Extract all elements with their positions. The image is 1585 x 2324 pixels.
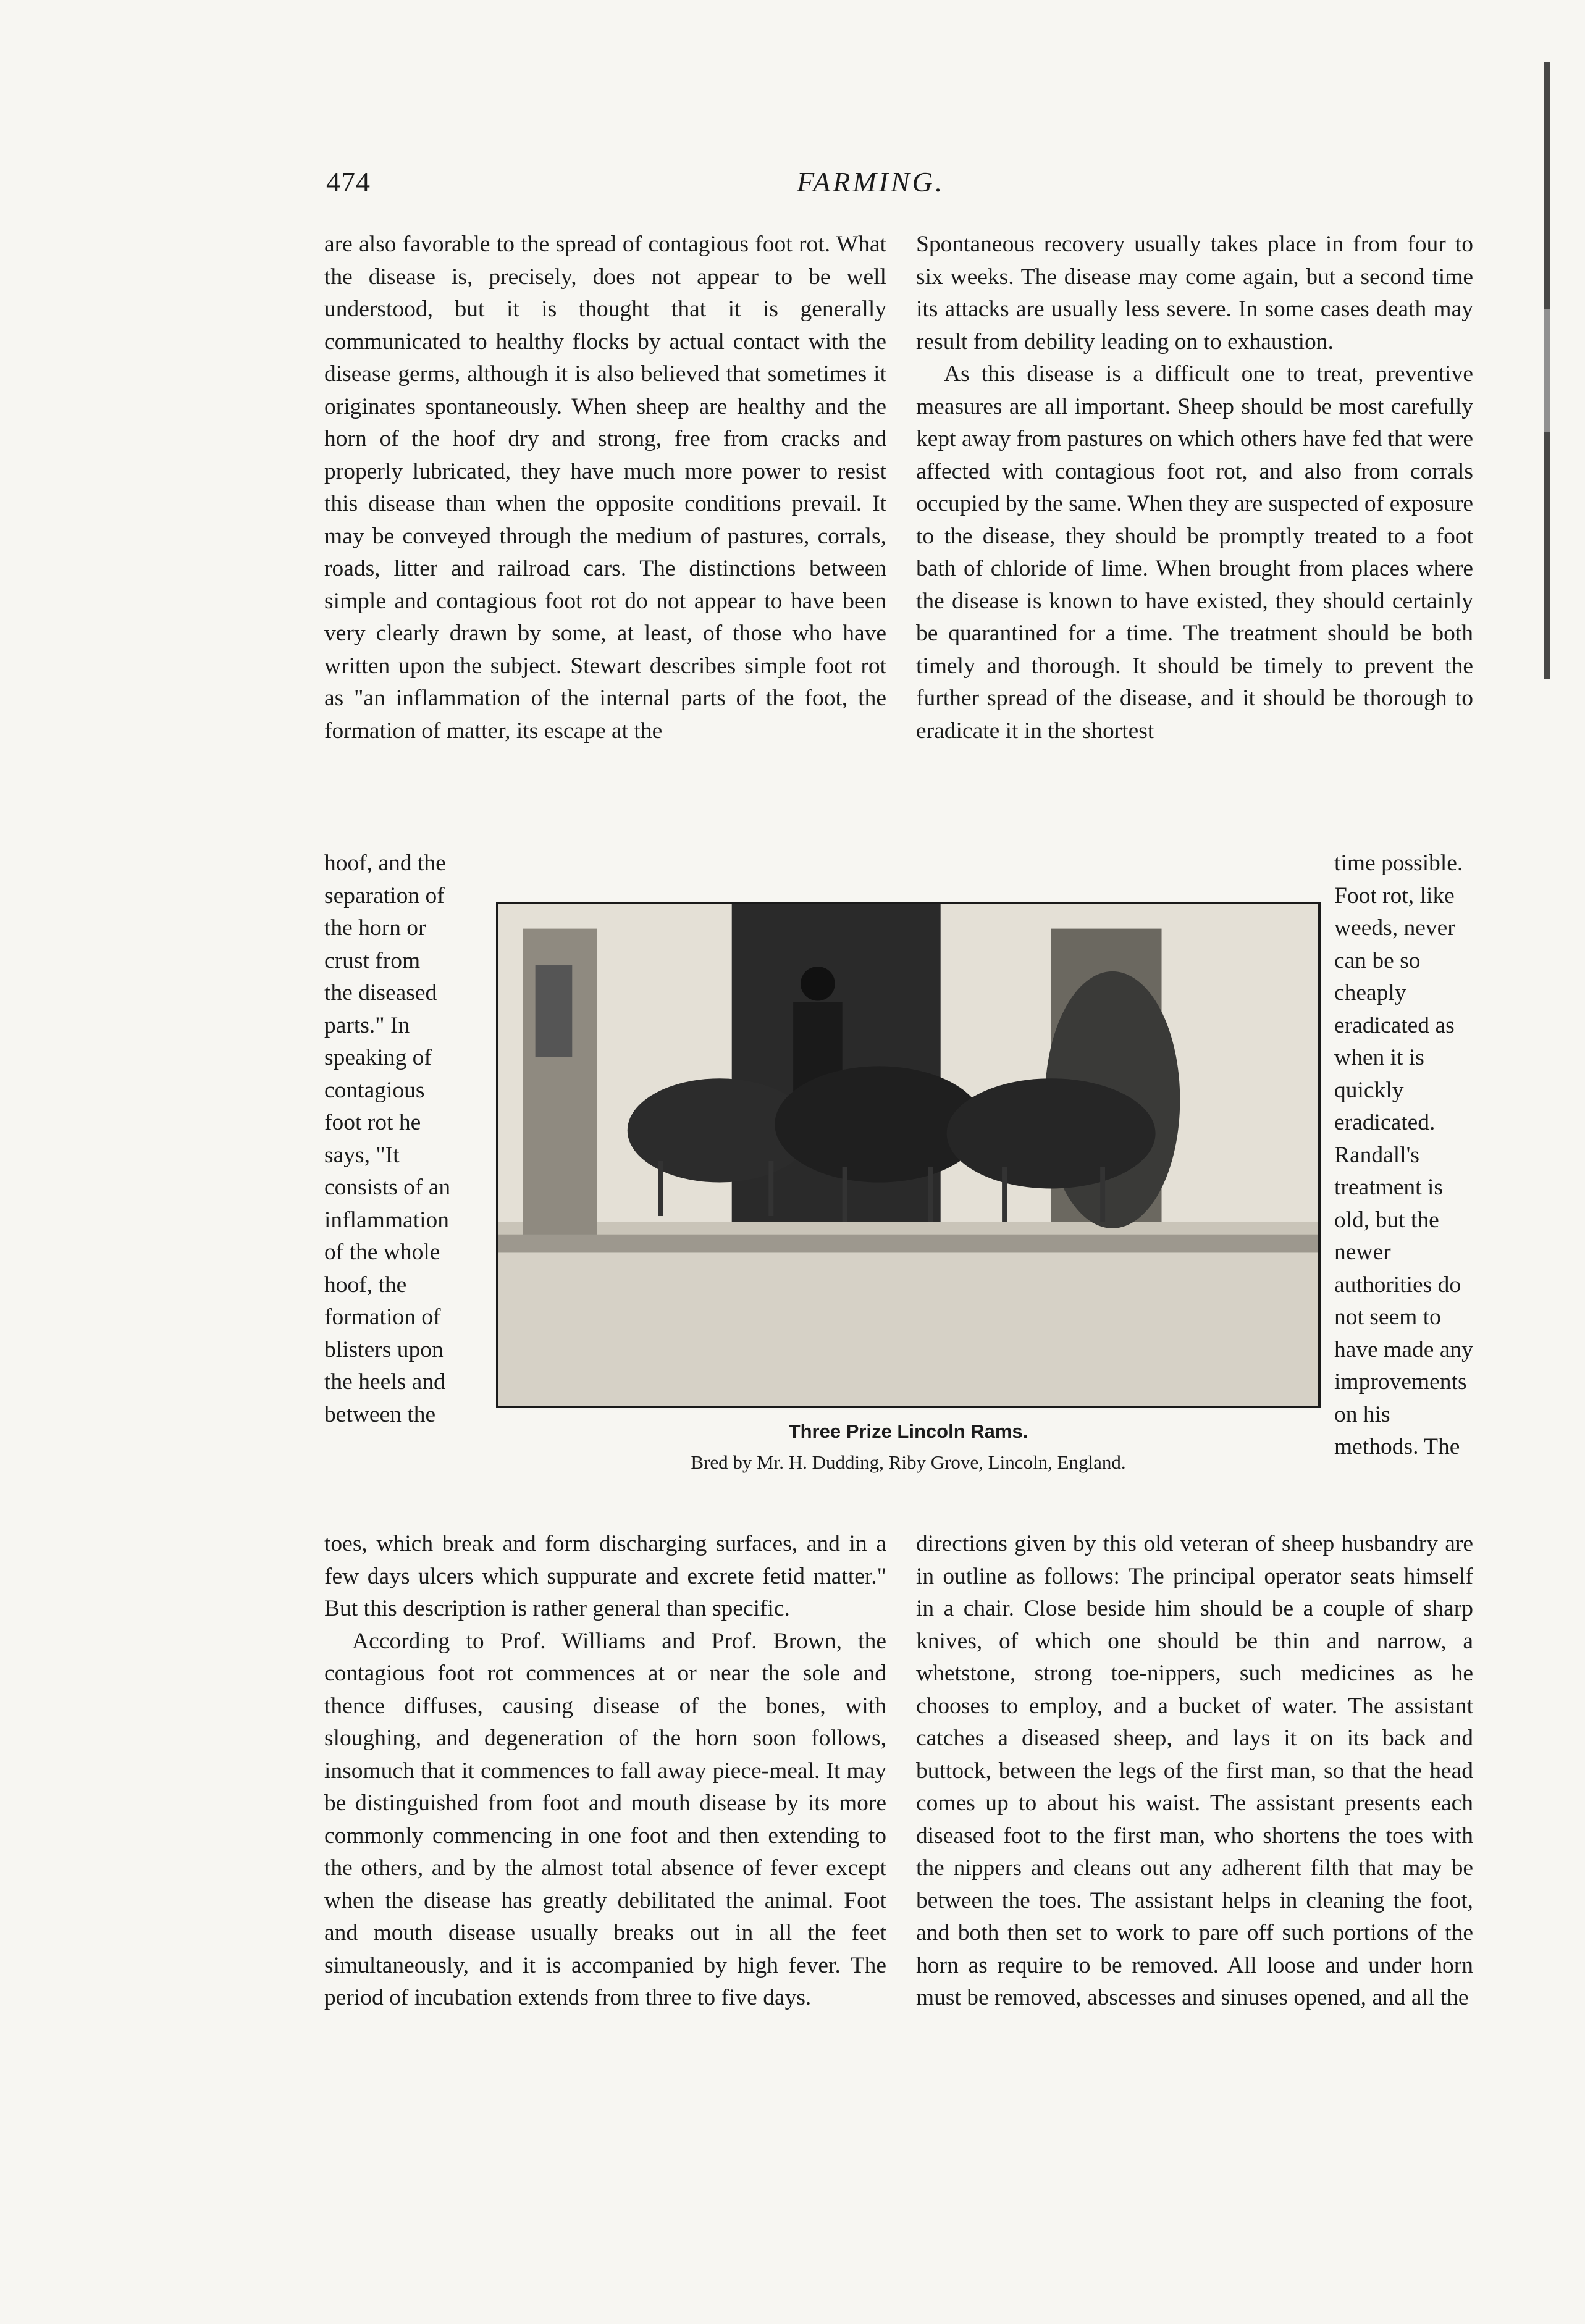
right-column-top [916, 229, 1473, 747]
page-number: 474 [326, 166, 371, 198]
left-wrap-text: hoof, and the separation of the horn or crust from the diseased parts." In speaking of contagious foot rot he says, "It consists of an inflammation of the whole hoof, the formation of blisters upon the heels and between the [324, 850, 451, 1427]
figure-caption-title: Three Prize Lincoln Rams. [788, 1420, 1028, 1442]
right-paragraph-1: Spontaneous recovery usually takes place in from four to six weeks. The disease may come again, but a second time its attacks are usually less severe. In some cases death may result from debility leading on to exhaustion. [916, 232, 1473, 354]
figure-caption-subtitle: Bred by Mr. H. Dudding, Riby Grove, Lincoln, England. [691, 1451, 1126, 1473]
left-column-bottom [324, 1528, 886, 2015]
right-wrap-text: time possible. Foot rot, like weeds, never can be so cheaply eradicated as when it is quickly eradicated. Randall's treatment is old, but the newer authorities do not seem to have made any improvements on his methods. The [1334, 850, 1473, 1459]
right-paragraph-2: As this disease is a difficult one to treat, preventive measures are all important. Sheep should be most carefully kept away from pastures on which others have fed that were affected with contagious foot rot, and also from corrals occupied by the same. When they are suspected of exposure to the disease, they should be promptly treated to a foot bath of chloride of lime. When brought from places where the disease is known to have existed, they should certainly be quarantined for a time. The treatment should be both timely and thorough. It should be timely to prevent the further spread of the disease, and it should be thorough to eradicate it in the shortest [916, 361, 1473, 744]
page-edge-mark [1544, 62, 1550, 679]
right-column-bottom [916, 1528, 1473, 2015]
left-paragraph-williams-brown: According to Prof. Williams and Prof. Brown, the contagious foot rot commences at or near the sole and thence diffuses, causing disease of the bones, with sloughing, and degeneration of the horn soon follows, insomuch that it commences to fall away piece-meal. It may be distinguished from foot and mouth disease by its more commonly commencing in one foot and then extending to the others, and by the almost total absence of fever except when the disease has greatly debilitated the animal. Foot and mouth disease usually breaks out in all the feet simultaneously, and it is accompanied by high fever. The period of incubation extends from three to five days. [324, 1628, 886, 2010]
rams-photograph [496, 902, 1321, 1408]
running-head: FARMING. [797, 166, 945, 198]
left-paragraph-toes: toes, which break and form discharging surfaces, and in a few days ulcers which suppurate and excrete fetid matter." But this description is rather general than specific. [324, 1531, 886, 1621]
photo-illustration [498, 904, 1318, 1406]
right-paragraph-directions: directions given by this old veteran of sheep husbandry are in outline as follows: The principal operator seats himself in a chair. Close beside him should be a couple of sharp knives, of which one should be thin and narrow, a whetstone, strong toe-nippers, such medicines as he chooses to employ, and a bucket of water. The assistant catches a diseased sheep, and lays it on its back and buttock, between the legs of the first man, so that the head comes up to about his waist. The assistant presents each diseased foot to the first man, who shortens the toes with the nippers and cleans out any adherent filth that may be between the toes. The assistant helps in cleaning the foot, and both then set to work to pare off such portions of the horn as require to be removed. All loose and under horn must be removed, abscesses and sinuses opened, and all the [916, 1531, 1473, 2010]
left-paragraph-continued: are also favorable to the spread of contagious foot rot. What the disease is, precisely, does not appear to be well understood, but it is thought that it is generally communicated to healthy flocks by actual contact with the disease germs, although it is also believed that sometimes it originates spontaneously. When sheep are healthy and the horn of the hoof dry and strong, free from cracks and properly lubricated, they have much more power to resist this disease than when the opposite conditions prevail. It may be conveyed through the medium of pastures, corrals, roads, litter and railroad cars. The distinctions between simple and contagious foot rot do not appear to have been very clearly drawn by some, at least, of those who have written upon the subject. Stewart describes simple foot rot as "an inflammation of the internal parts of the foot, the formation of matter, its escape at the [324, 232, 886, 744]
left-column-top [324, 229, 886, 747]
